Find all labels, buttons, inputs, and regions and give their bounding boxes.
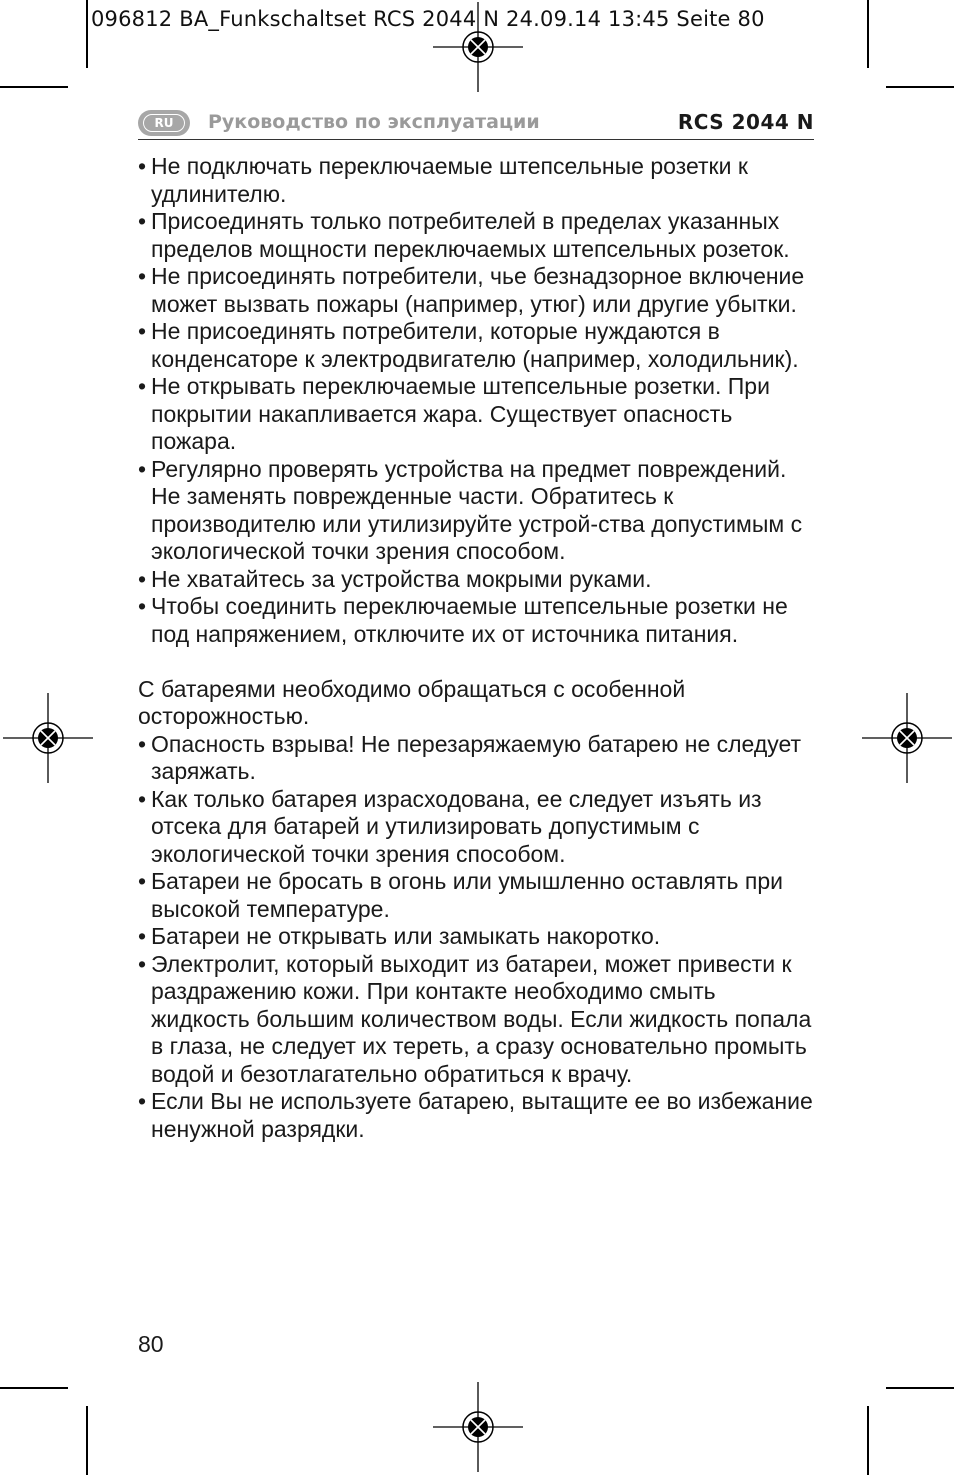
list-item: • Не подключать переключаемые штепсельные розетки к удлинителю. [138,153,816,208]
print-slug: 096812 BA_Funkschaltset RCS 2044 N 24.09.14 13:45 Seite 80 [91,7,765,31]
list-item: • Батареи не открывать или замыкать накоротко. [138,923,816,951]
list-item: • Электролит, который выходит из батареи, может привести к раздражению кожи. При контакте необходимо смыть жидкость большим количеством воды. Если жидкость попала в глаза, не следует их тереть, а сразу основательно промыть водой и безотлагательно обратиться к врачу. [138,951,816,1089]
battery-instructions-list [138,731,816,1144]
crop-mark-top-left-v [86,0,88,68]
section-title: Руководство по эксплуатации [208,111,540,133]
crop-mark-top-left-h [0,86,68,88]
crop-mark-bottom-right-h [886,1387,954,1389]
list-item: • Не хватайтесь за устройства мокрыми руками. [138,566,816,594]
language-badge-label: RU [143,114,185,132]
list-item: • Чтобы соединить переключаемые штепсельные розетки не под напряжением, отключите их от источника питания. [138,593,816,648]
page-content [138,153,816,1143]
crop-mark-bottom-right-v [867,1406,869,1475]
list-item: • Не открывать переключаемые штепсельные розетки. При покрытии накапливается жара. Существует опасность пожара. [138,373,816,456]
running-header [138,108,814,140]
list-item: • Не присоединять потребители, которые нуждаются в конденсаторе к электродвигателю (например, холодильник). [138,318,816,373]
crop-mark-bottom-left-h [0,1387,68,1389]
battery-intro: С батареями необходимо обращаться с особенной осторожностью. [138,675,686,729]
list-item: • Регулярно проверять устройства на предмет повреждений. Не заменять поврежденные части. Обратитесь к производителю или утилизируйте устрой-ства допустимым с экологической точки зрения способом. [138,456,816,566]
model-name: RCS 2044 N [677,110,814,134]
list-item: • Как только батарея израсходована, ее следует изъять из отсека для батарей и утилизировать допустимым с экологической точки зрения способом. [138,786,816,869]
list-item: • Опасность взрыва! Не перезаряжаемую батарею не следует заряжать. [138,731,816,786]
safety-instructions-list [138,153,816,648]
list-item: • Батареи не бросать в огонь или умышленно оставлять при высокой температуре. [138,868,816,923]
list-item: • Присоединять только потребителей в пределах указанных пределов мощности переключаемых штепсельных розеток. [138,208,816,263]
language-badge [138,110,190,136]
crop-mark-top-right-v [867,0,869,68]
registration-mark-left [3,693,93,783]
registration-mark-top [433,2,523,92]
crop-mark-bottom-left-v [86,1406,88,1475]
registration-mark-bottom [433,1382,523,1472]
registration-mark-right [862,693,952,783]
list-item: • Если Вы не используете батарею, вытащите ее во избежание ненужной разрядки. [138,1088,816,1143]
list-item: • Не присоединять потребители, чье безнадзорное включение может вызвать пожары (например, утюг) или другие убытки. [138,263,816,318]
page-number: 80 [138,1331,164,1357]
paragraph-gap [138,648,816,676]
crop-mark-top-right-h [886,86,954,88]
